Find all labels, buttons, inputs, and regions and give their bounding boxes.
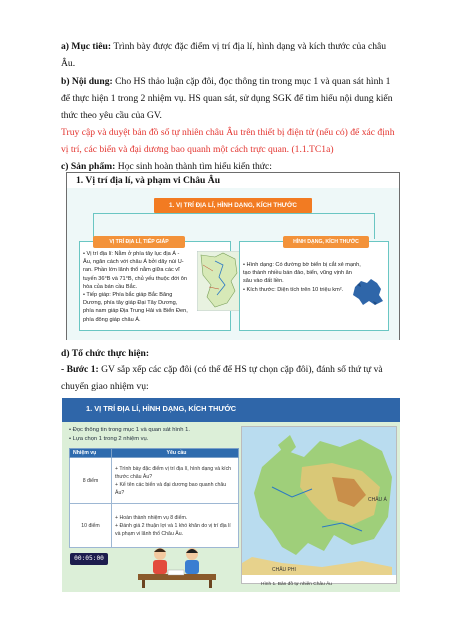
- connector-line: [93, 213, 375, 214]
- slide2-bullet-1: • Đọc thông tin trong mục 1 và quan sát hình 1.: [69, 427, 190, 433]
- muc-tieu-text: Trình bày được đặc điểm vị trí địa lí, hình dạng và kích thước của châu Âu.: [61, 41, 387, 69]
- slide2-bullet-2: • Lựa chọn 1 trong 2 nhiệm vụ.: [69, 436, 149, 442]
- buoc1-text: GV sắp xếp các cặp đôi (có thể để HS tự chọn cặp đôi), đánh số thứ tự và chuyển giao nhiệm vụ:: [61, 364, 383, 392]
- task-8-requirement: + Trình bày đặc điểm vị trí địa lí, hình dạng và kích thước châu Âu? + Kể tên các biển và đại dương bao quanh châu Âu?: [112, 458, 239, 504]
- slide1-header: 1. Vị trí địa lí, và phạm vi Châu Âu: [76, 175, 221, 186]
- table-header-req: Yêu cầu: [112, 449, 239, 458]
- task-10-requirement: + Hoàn thành nhiệm vụ 8 điểm. + Đánh giá 2 thuận lợi và 1 khó khăn do vị trí địa lí và phạm vi lãnh thổ Châu Âu.: [112, 504, 239, 548]
- buoc1-label: - Bước 1:: [61, 364, 99, 375]
- noi-dung-paragraph: [61, 73, 401, 124]
- map-caption: Hình 1. Bản đồ tự nhiên Châu Âu: [261, 582, 332, 587]
- muc-tieu-paragraph: [61, 38, 401, 72]
- task-8-diem: 8 điểm: [70, 458, 112, 504]
- map-label-chau-a: CHÂU Á: [368, 497, 387, 503]
- table-header-task: Nhiệm vụ: [70, 449, 112, 458]
- red-note-paragraph: Truy cập và duyệt bản đồ số tự nhiên châu Âu trên thiết bị điện tử (nếu có) để xác định vị trí, các biển và đại dương bao quanh một cách trực quan. (1.1.TC1a): [61, 127, 395, 155]
- slide2-header: 1. VỊ TRÍ ĐỊA LÍ, HÌNH DẠNG, KÍCH THƯỚC: [86, 404, 237, 413]
- slide-vi-tri-dia-li: [66, 172, 400, 340]
- muc-tieu-label: a) Mục tiêu:: [61, 41, 112, 52]
- task-table: [69, 448, 239, 548]
- noi-dung-label: b) Nội dung:: [61, 76, 113, 87]
- to-chuc-label: d) Tổ chức thực hiện:: [61, 348, 150, 359]
- slide1-title: 1. VỊ TRÍ ĐỊA LÍ, HÌNH DẠNG, KÍCH THƯỚC: [154, 198, 312, 213]
- students-illustration-icon: [132, 546, 222, 588]
- map-thumbnail-icon: [197, 251, 241, 311]
- task-10-diem: 10 điểm: [70, 504, 112, 548]
- to-chuc-paragraph: [61, 345, 401, 362]
- noi-dung-text: Cho HS thảo luận cặp đôi, đọc thông tin trong mục 1 và quan sát hình 1 để thực hiện 1 trong 2 nhiệm vụ. HS quan sát, sử dụng SGK để tìm hiểu nội dung kiến thức theo yêu cầu của GV.: [61, 76, 393, 121]
- table-row: [70, 504, 239, 548]
- slide-nhiem-vu: [62, 398, 400, 592]
- buoc1-paragraph: [61, 361, 401, 395]
- europe-map: [241, 426, 397, 584]
- san-pham-label: c) Sản phẩm:: [61, 161, 116, 172]
- right-info-text: • Hình dạng: Có đường bờ biển bị cắt xẻ mạnh, tạo thành nhiều bán đảo, biển, vũng vịnh ăn sâu vào đất liền. • Kích thước: Diện tích trên 10 triệu km².: [243, 262, 361, 293]
- table-row: [70, 458, 239, 504]
- europe-physical-map-icon: [242, 427, 396, 575]
- left-pill: VỊ TRÍ ĐỊA LÍ, TIẾP GIÁP: [93, 236, 185, 248]
- connector-line-right: [374, 213, 375, 239]
- san-pham-text: Học sinh hoàn thành tìm hiểu kiến thức:: [115, 161, 272, 172]
- map-label-chau-phi: CHÂU PHI: [272, 567, 296, 573]
- countdown-timer: 00:05:00: [70, 553, 108, 565]
- right-pill: HÌNH DẠNG, KÍCH THƯỚC: [283, 236, 369, 248]
- europe-silhouette-icon: [351, 277, 385, 307]
- left-info-text: • Vị trí địa lí: Nằm ở phía tây lục địa Á - Âu, ngăn cách với châu Á bởi dãy núi U-ran. Phần lớn lãnh thổ nằm giữa các vĩ tuyến 36°B và 71°B, chủ yếu thuộc đới ôn hòa của bán cầu Bắc. • Tiếp giáp: Phía bắc giáp Bắc Băng Dương, phía tây giáp Đại Tây Dương, phía nam giáp Địa Trung Hải và Biển Đen, phía đông giáp châu Á.: [83, 251, 188, 323]
